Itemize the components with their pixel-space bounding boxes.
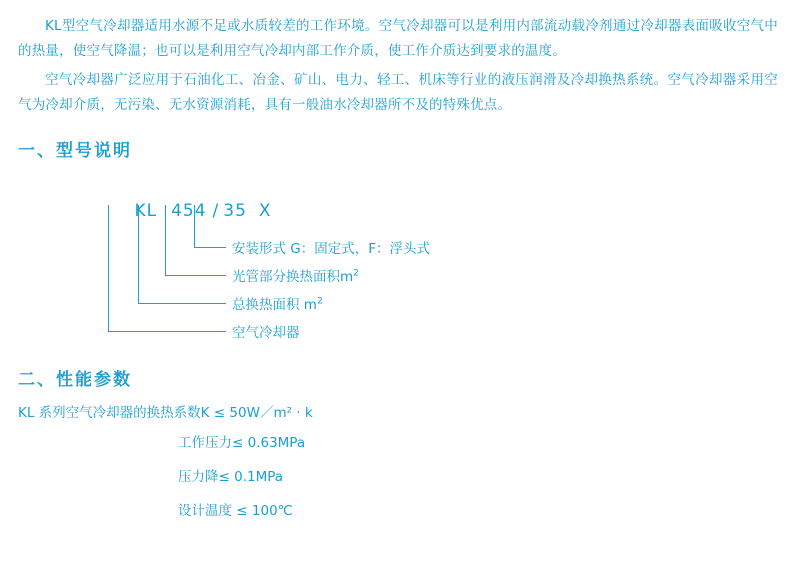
performance-lead: KL 系列空气冷却器的换热系数K ≤ 50W／m² · k (18, 405, 313, 421)
section-heading-performance: 二、性能参数 (18, 370, 132, 390)
intro-paragraph-2: 空气冷却器广泛应用于石油化工、冶金、矿山、电力、轻工、机床等行业的液压润滑及冷却换热系统。空气冷却器采用空气为冷却介质，无污染、无水资源消耗，具有一般油水冷却器所不及的特殊优点。 (18, 72, 778, 113)
section-heading-model: 一、型号说明 (18, 141, 132, 161)
model-code-string (96, 181, 272, 241)
callout-area-bare-unit: 2 (353, 268, 359, 279)
callout-mount (232, 237, 430, 257)
callout-cooler (232, 321, 300, 341)
leader-hline-mount (194, 247, 226, 248)
leader-hline-area-bare (165, 275, 226, 276)
callout-area-total-unit: 2 (316, 296, 323, 307)
callout-area-bare (232, 265, 359, 285)
model-code-separator: / (212, 201, 220, 221)
list-item: 工作压力≤ 0.63MPa (178, 435, 306, 451)
callout-area-total-label: 总换热面积 m (232, 297, 317, 313)
model-code-area-bare: 35 (223, 201, 247, 221)
model-code-area-total: 454 (171, 201, 207, 221)
callout-cooler-label: 空气冷却器 (232, 325, 300, 341)
intro-paragraph-1: KL型空气冷却器适用水源不足或水质较差的工作环境。空气冷却器可以是利用内部流动载冷剂通过冷却器表面吸收空气中的热量，使空气降温；也可以是利用空气冷却内部工作介质，使工作介质达到要求的温度。 (18, 18, 778, 59)
callout-area-total (232, 293, 323, 313)
leader-line-prefix (108, 205, 109, 331)
leader-line-area-bare (165, 205, 166, 275)
model-code-prefix: KL (134, 201, 158, 221)
leader-line-area-total (138, 205, 139, 303)
performance-list (18, 426, 778, 528)
list-item: 设计温度 ≤ 100℃ (178, 503, 293, 519)
leader-line-mount (194, 205, 195, 247)
model-code-diagram (18, 167, 778, 347)
leader-hline-prefix (108, 331, 226, 332)
callout-mount-label: 安装形式 G：固定式，F：浮头式 (232, 241, 431, 257)
callout-area-bare-label: 光管部分换热面积m (232, 269, 354, 285)
leader-hline-area-total (138, 303, 226, 304)
list-item: 压力降≤ 0.1MPa (178, 469, 284, 485)
model-code-mount: X (258, 201, 272, 221)
